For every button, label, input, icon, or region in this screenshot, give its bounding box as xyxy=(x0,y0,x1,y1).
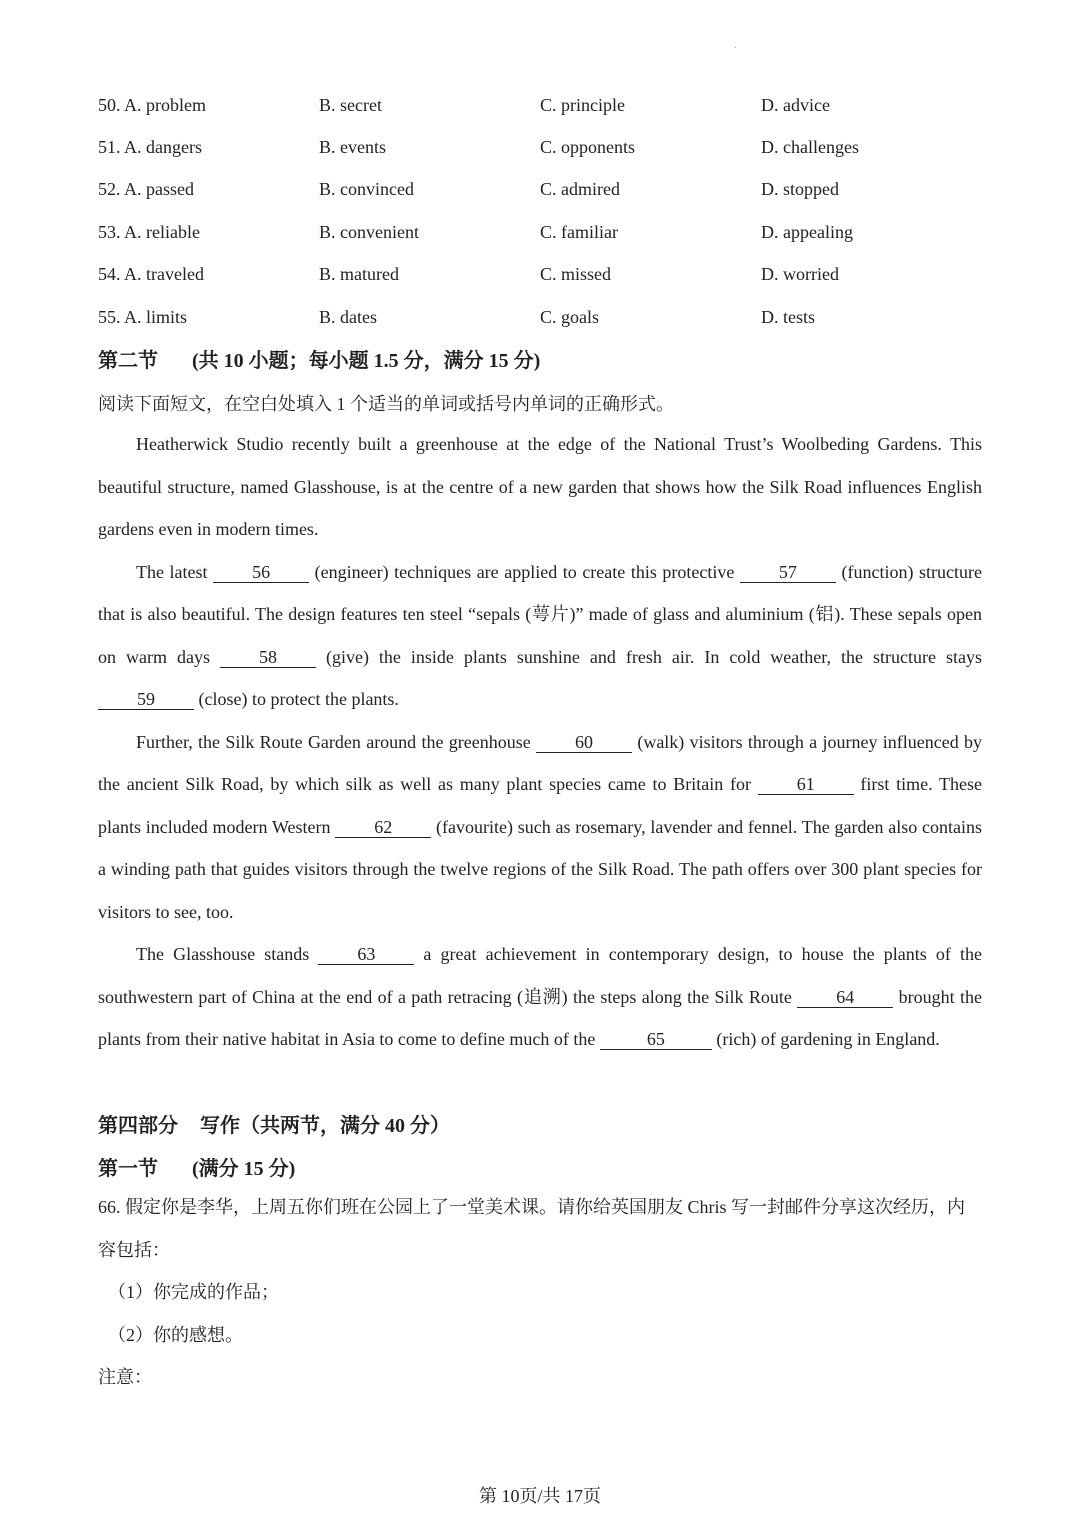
passage-text: (close) to protect the plants. xyxy=(194,689,399,709)
blank-57: 57 xyxy=(740,562,836,583)
option-a: 52. A. passed xyxy=(98,179,194,200)
blank-60: 60 xyxy=(536,732,632,753)
section-2-title: 第二节 xyxy=(98,350,158,372)
passage-text: The latest xyxy=(136,561,214,582)
passage-text: (walk) visitors through a journey influenced by the ancient Silk Road, by which silk as well as many plant species came to Britain for xyxy=(98,731,982,794)
passage-text: (function) structure that is also beautiful. The design features ten steel “sepals (萼片)” made of glass and aluminium (铝). These sepals open on warm days xyxy=(98,561,982,667)
option-d: D. challenges xyxy=(761,137,859,158)
passage-text: brought the plants from their native habitat in Asia to come to define much of the xyxy=(98,986,982,1049)
option-b: B. dates xyxy=(319,306,377,327)
blank-63: 63 xyxy=(318,944,414,965)
section-2-instruction: 阅读下面短文，在空白处填入 1 个适当的单词或括号内单词的正确形式。 xyxy=(98,394,674,414)
passage-paragraph xyxy=(98,721,982,934)
passage-text: (give) the inside plants sunshine and fresh air. In cold weather, the structure stays xyxy=(315,646,982,667)
section-1-desc: (满分 15 分) xyxy=(192,1158,296,1180)
option-a: 53. A. reliable xyxy=(98,221,200,242)
writing-task xyxy=(98,1186,982,1399)
blank-65: 65 xyxy=(600,1029,712,1050)
blank-56: 56 xyxy=(213,562,309,583)
option-c: C. goals xyxy=(540,306,600,327)
option-d: D. stopped xyxy=(761,179,839,200)
option-b: B. convenient xyxy=(319,221,419,242)
passage-text: (favourite) such as rosemary, lavender and fennel. The garden also contains a winding path that guides visitors through the twelve regions of the Silk Road. The path offers over 300 plant species for visitors to see, too. xyxy=(98,816,982,922)
option-c: C. familiar xyxy=(540,221,618,242)
option-b: B. events xyxy=(319,137,386,158)
option-c: C. missed xyxy=(540,264,612,285)
option-row xyxy=(98,296,982,338)
page-number-footer: 第 10页/共 17页 xyxy=(478,1486,601,1506)
option-d: D. advice xyxy=(761,94,830,115)
option-c: C. principle xyxy=(540,94,625,115)
section-2-desc: (共 10 小题；每小题 1.5 分，满分 15 分) xyxy=(192,350,541,372)
option-c: C. admired xyxy=(540,179,620,200)
part-4-heading xyxy=(98,1109,450,1138)
header-mark: . xyxy=(734,40,737,51)
option-row xyxy=(98,254,982,296)
blank-61: 61 xyxy=(758,774,854,795)
option-row xyxy=(98,126,982,168)
passage-text: (rich) of gardening in England. xyxy=(711,1029,940,1049)
passage-text: a great achievement in contemporary design, to house the plants of the southwestern part of China at the end of a path retracing (追溯) the steps along the Silk Route xyxy=(98,944,982,1007)
option-d: D. tests xyxy=(761,306,815,327)
blank-58: 58 xyxy=(220,647,316,668)
section-1-heading xyxy=(98,1152,295,1181)
task-question-66: 66. 假定你是李华，上周五你们班在公园上了一堂美术课。请你给英国朋友 Chris 写一封邮件分享这次经历，内容包括： xyxy=(98,1197,966,1260)
option-d: D. worried xyxy=(761,264,839,285)
section-2-heading xyxy=(98,344,540,373)
passage-text: first time. These plants included modern Western xyxy=(98,774,983,837)
option-b: B. matured xyxy=(319,264,399,285)
task-item-1: （1）你完成的作品； xyxy=(108,1282,279,1302)
option-c: C. opponents xyxy=(540,137,636,158)
passage-text: Further, the Silk Route Garden around the greenhouse xyxy=(136,731,537,752)
task-item-2: （2）你的感想。 xyxy=(108,1324,243,1345)
passage-text: (engineer) techniques are applied to create this protective xyxy=(309,561,740,582)
task-note: 注意： xyxy=(98,1367,152,1387)
option-a: 55. A. limits xyxy=(98,306,188,327)
option-a: 51. A. dangers xyxy=(98,137,202,158)
option-row xyxy=(98,169,982,211)
blank-64: 64 xyxy=(797,987,893,1008)
reading-passage xyxy=(98,423,982,1061)
passage-paragraph xyxy=(98,551,982,721)
option-b: B. secret xyxy=(319,94,382,115)
option-b: B. convinced xyxy=(319,179,414,200)
option-a: 54. A. traveled xyxy=(98,264,204,285)
blank-62: 62 xyxy=(335,817,431,838)
options-table xyxy=(98,84,982,338)
blank-59: 59 xyxy=(98,689,194,710)
passage-text: The Glasshouse stands xyxy=(136,944,319,964)
section-1-title: 第一节 xyxy=(98,1158,158,1180)
option-d: D. appealing xyxy=(761,221,853,242)
option-row xyxy=(98,211,982,253)
part-4-desc: 写作（共两节，满分 40 分） xyxy=(200,1115,450,1137)
passage-paragraph: Heatherwick Studio recently built a greenhouse at the edge of the National Trust’s Woolbeding Gardens. This beautiful structure, named Glasshouse, is at the centre of a new garden that shows how the Silk Road influences English gardens even in modern times. xyxy=(98,434,982,539)
part-4-title: 第四部分 xyxy=(98,1115,178,1137)
option-row xyxy=(98,84,982,126)
option-a: 50. A. problem xyxy=(98,94,206,115)
passage-paragraph xyxy=(98,933,982,1061)
